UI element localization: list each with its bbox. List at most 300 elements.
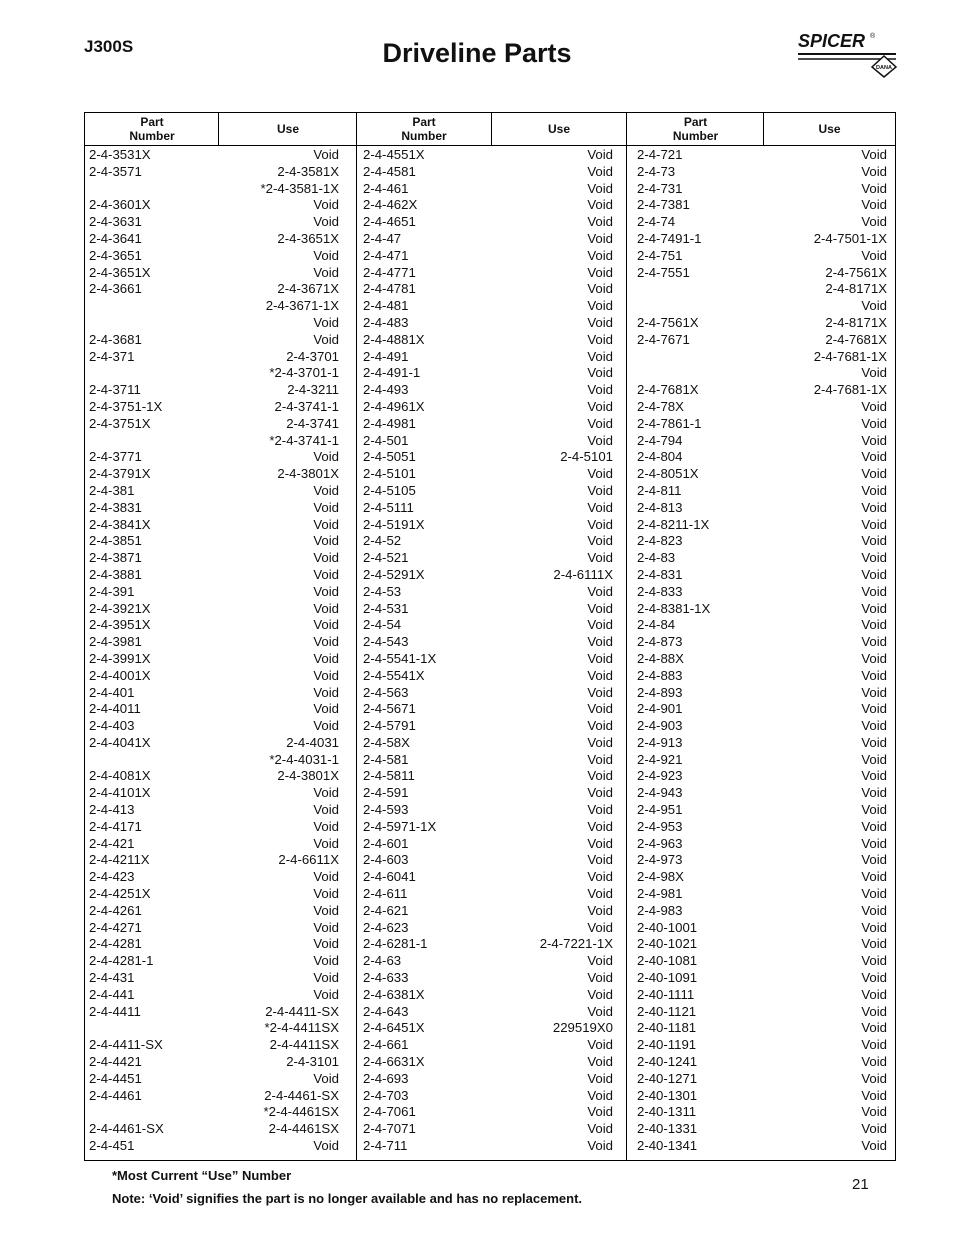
use-value: *2-4-3581-1X [260, 180, 339, 196]
part-number: 2-4-643 [363, 1003, 409, 1019]
table-row [89, 752, 339, 769]
table-row [363, 500, 613, 517]
use-value: Void [587, 751, 613, 767]
use-value: Void [587, 163, 613, 179]
part-number: 2-4-7551 [637, 264, 690, 280]
use-value: Void [861, 1054, 887, 1070]
table-row [363, 315, 613, 332]
table-row [637, 231, 887, 248]
logo-brand: SPICER [798, 31, 866, 51]
table-row [637, 1054, 887, 1071]
table-row [637, 365, 887, 382]
part-number: 2-4-47 [363, 230, 402, 246]
part-number: 2-40-1301 [637, 1087, 698, 1103]
part-number: 2-4-5291X [363, 566, 425, 582]
use-value: 2-4-8171X [825, 281, 887, 297]
use-value: Void [587, 180, 613, 196]
table-row [637, 785, 887, 802]
table-row [89, 718, 339, 735]
table-row [89, 617, 339, 634]
use-value: Void [861, 247, 887, 263]
part-number: 2-4-901 [637, 701, 683, 717]
use-value: Void [313, 902, 339, 918]
table-row [637, 953, 887, 970]
part-number: 2-4-3851 [89, 533, 142, 549]
table-row [637, 214, 887, 231]
table-row [363, 886, 613, 903]
use-value: Void [861, 163, 887, 179]
table-row [89, 584, 339, 601]
use-value: Void [861, 600, 887, 616]
part-number: 2-4-3631 [89, 214, 142, 230]
use-value: Void [587, 466, 613, 482]
use-value: Void [587, 1138, 613, 1154]
part-number: 2-4-7561X [637, 314, 699, 330]
part-number: 2-40-1341 [637, 1138, 698, 1154]
table-row [363, 953, 613, 970]
table-row [363, 214, 613, 231]
use-value: Void [861, 684, 887, 700]
table-row [637, 836, 887, 853]
use-value: Void [861, 970, 887, 986]
part-number: 2-4-4421 [89, 1054, 142, 1070]
use-value: Void [587, 432, 613, 448]
table-row [363, 634, 613, 651]
use-value: Void [861, 902, 887, 918]
use-value: Void [587, 919, 613, 935]
use-value: Void [587, 701, 613, 717]
header-use-1: Use [276, 122, 299, 136]
use-value: Void [861, 550, 887, 566]
part-number: 2-4-893 [637, 684, 683, 700]
use-value: Void [861, 835, 887, 851]
use-value: Void [587, 970, 613, 986]
table-row [637, 668, 887, 685]
table-row [89, 349, 339, 366]
part-number: 2-4-4651 [363, 214, 416, 230]
use-value: Void [313, 197, 339, 213]
part-number: 2-4-794 [637, 432, 683, 448]
part-number: 2-40-1001 [637, 919, 698, 935]
table-header [85, 113, 895, 146]
use-value: Void [313, 566, 339, 582]
part-number: 2-4-823 [637, 533, 683, 549]
table-row [637, 466, 887, 483]
table-row [363, 399, 613, 416]
part-number: 2-4-601 [363, 835, 409, 851]
part-number: 2-4-462X [363, 197, 418, 213]
logo-dana: DANA [876, 65, 892, 71]
part-number: 2-4-921 [637, 751, 683, 767]
use-value: Void [587, 583, 613, 599]
use-value: Void [861, 1003, 887, 1019]
use-value: Void [587, 1121, 613, 1137]
use-value: Void [587, 499, 613, 515]
part-number: 2-4-63 [363, 953, 402, 969]
part-number: 2-4-521 [363, 550, 409, 566]
part-number: 2-4-7491-1 [637, 230, 702, 246]
use-value: 2-4-7501-1X [813, 230, 887, 246]
part-number: 2-4-633 [363, 970, 409, 986]
part-number: 2-4-403 [89, 718, 135, 734]
table-row [89, 920, 339, 937]
use-value: 2-4-3801X [277, 466, 339, 482]
part-number: 2-4-804 [637, 449, 683, 465]
part-number: 2-4-78X [637, 398, 684, 414]
table-row [637, 517, 887, 534]
use-value: Void [587, 869, 613, 885]
table-row [637, 584, 887, 601]
use-value: 2-4-3671-1X [265, 298, 339, 314]
use-value: Void [587, 314, 613, 330]
use-value: Void [861, 1104, 887, 1120]
model-code: J300S [84, 37, 134, 56]
table-row [637, 1088, 887, 1105]
use-value: Void [313, 264, 339, 280]
part-number: 2-4-873 [637, 634, 683, 650]
part-number: 2-4-4461-SX [89, 1121, 164, 1137]
table-row [363, 382, 613, 399]
part-number: 2-40-1121 [637, 1003, 697, 1019]
use-value: Void [587, 365, 613, 381]
table-row [637, 1020, 887, 1037]
table-row [363, 852, 613, 869]
use-value: Void [587, 835, 613, 851]
table-row [637, 1037, 887, 1054]
parts-column-2 [363, 147, 613, 1155]
parts-column-3 [637, 147, 887, 1155]
use-value: 2-4-3211 [287, 382, 339, 398]
part-number: 2-4-413 [89, 802, 135, 818]
use-value: 2-4-7221-1X [539, 936, 613, 952]
part-number: 2-4-483 [363, 314, 409, 330]
table-row [363, 416, 613, 433]
use-value: Void [861, 566, 887, 582]
part-number: 2-4-563 [363, 684, 409, 700]
table-row [637, 533, 887, 550]
part-number: 2-4-7681X [637, 382, 699, 398]
part-number: 2-4-8381-1X [637, 600, 711, 616]
header-divider [491, 113, 492, 145]
table-row [363, 466, 613, 483]
table-row [637, 197, 887, 214]
table-row [637, 869, 887, 886]
use-value: Void [587, 802, 613, 818]
table-row [363, 920, 613, 937]
use-value: 2-4-8171X [825, 314, 887, 330]
use-value: Void [861, 634, 887, 650]
use-value: Void [313, 331, 339, 347]
use-value: Void [313, 634, 339, 650]
use-value: Void [861, 365, 887, 381]
table-row [89, 315, 339, 332]
part-number: 2-4-923 [637, 768, 683, 784]
use-value: Void [587, 197, 613, 213]
table-row [89, 819, 339, 836]
table-row [637, 601, 887, 618]
part-number: 2-4-3871 [89, 550, 142, 566]
part-number: 2-40-1191 [637, 1037, 697, 1053]
use-value: Void [587, 398, 613, 414]
part-number: 2-4-3951X [89, 617, 151, 633]
part-number: 2-4-431 [89, 970, 135, 986]
table-row [89, 248, 339, 265]
part-number: 2-40-1311 [637, 1104, 697, 1120]
use-value: Void [861, 499, 887, 515]
table-row [363, 164, 613, 181]
part-number: 2-4-711 [363, 1138, 408, 1154]
table-row [89, 298, 339, 315]
table-row [89, 970, 339, 987]
use-value: Void [313, 617, 339, 633]
table-row [363, 936, 613, 953]
part-number: 2-4-721 [637, 147, 683, 162]
table-row [637, 181, 887, 198]
use-value: *2-4-3741-1 [269, 432, 339, 448]
table-row [363, 433, 613, 450]
part-number: 2-4-4411-SX [89, 1037, 163, 1053]
part-number: 2-4-3531X [89, 147, 151, 162]
part-number: 2-4-491 [363, 348, 409, 364]
table-row [637, 567, 887, 584]
part-number: 2-4-6041 [363, 869, 416, 885]
part-number: 2-40-1181 [637, 1020, 697, 1036]
table-row [89, 483, 339, 500]
logo-mark: ® [870, 33, 876, 40]
table-row [363, 601, 613, 618]
table-row [637, 550, 887, 567]
table-row [637, 399, 887, 416]
use-value: Void [313, 869, 339, 885]
page-title: Driveline Parts [382, 38, 572, 68]
part-number: 2-4-3641 [89, 230, 142, 246]
table-row [363, 768, 613, 785]
part-number: 2-4-7861-1 [637, 415, 702, 431]
table-row [637, 332, 887, 349]
table-row [89, 231, 339, 248]
part-number: 2-4-4981 [363, 415, 416, 431]
part-number: 2-4-491-1 [363, 365, 421, 381]
table-row [637, 500, 887, 517]
table-row [363, 701, 613, 718]
use-value: Void [587, 886, 613, 902]
table-row [89, 852, 339, 869]
part-number: 2-4-4581 [363, 163, 416, 179]
use-value: Void [313, 936, 339, 952]
part-number: 2-4-3841X [89, 516, 151, 532]
table-row [89, 517, 339, 534]
table-row [89, 265, 339, 282]
table-row [363, 349, 613, 366]
use-value: Void [587, 264, 613, 280]
table-row [363, 970, 613, 987]
part-number: 2-4-6281-1 [363, 936, 428, 952]
use-value: Void [861, 482, 887, 498]
table-row [637, 852, 887, 869]
part-number: 2-4-963 [637, 835, 683, 851]
use-value: Void [587, 1054, 613, 1070]
part-number: 2-4-3651X [89, 264, 151, 280]
use-value: Void [587, 986, 613, 1002]
part-number: 2-4-3881 [89, 566, 142, 582]
use-value: Void [587, 214, 613, 230]
part-number: 2-4-83 [637, 550, 676, 566]
table-row [89, 802, 339, 819]
table-row [363, 584, 613, 601]
use-value: Void [587, 617, 613, 633]
part-number: 2-4-7381 [637, 197, 690, 213]
use-value: *2-4-4031-1 [269, 751, 339, 767]
use-value: Void [587, 230, 613, 246]
use-value: Void [861, 650, 887, 666]
part-number: 2-4-913 [637, 734, 683, 750]
use-value: Void [313, 499, 339, 515]
part-number: 2-40-1241 [637, 1054, 698, 1070]
table-row [363, 550, 613, 567]
part-number: 2-4-423 [89, 869, 135, 885]
part-number: 2-40-1091 [637, 970, 698, 986]
use-value: 2-4-7681-1X [813, 382, 887, 398]
footnote: *Most Current “Use” Number [112, 1168, 292, 1183]
part-number: 2-4-98X [637, 869, 684, 885]
table-row [637, 315, 887, 332]
table-row [363, 1020, 613, 1037]
table-row [363, 1037, 613, 1054]
use-value: Void [587, 785, 613, 801]
table-row [637, 768, 887, 785]
table-row [89, 433, 339, 450]
part-number: 2-4-981 [637, 886, 683, 902]
part-number: 2-4-6451X [363, 1020, 425, 1036]
use-value: Void [861, 802, 887, 818]
table-row [637, 1071, 887, 1088]
use-value: Void [313, 449, 339, 465]
part-number: 2-4-3601X [89, 197, 151, 213]
table-row [363, 1121, 613, 1138]
table-row [637, 701, 887, 718]
table-row [637, 433, 887, 450]
part-number: 2-4-3651 [89, 247, 142, 263]
table-row [89, 1121, 339, 1138]
table-row [637, 483, 887, 500]
use-value: Void [313, 550, 339, 566]
header-use-2: Use [547, 122, 570, 136]
use-value: Void [587, 667, 613, 683]
part-number: 2-4-3981 [89, 634, 142, 650]
table-row [363, 617, 613, 634]
part-number: 2-4-3791X [89, 466, 151, 482]
table-row [89, 785, 339, 802]
part-number: 2-4-731 [637, 180, 683, 196]
use-value: Void [861, 919, 887, 935]
part-number: 2-4-581 [363, 751, 409, 767]
table-row [637, 382, 887, 399]
use-value: Void [587, 1104, 613, 1120]
part-number: 2-4-4001X [89, 667, 151, 683]
column-divider [356, 113, 357, 1160]
use-value: Void [587, 1087, 613, 1103]
use-value: Void [861, 1070, 887, 1086]
parts-table [84, 112, 896, 1161]
table-row [89, 1020, 339, 1037]
use-value: Void [861, 1087, 887, 1103]
table-row [363, 265, 613, 282]
use-value: Void [313, 1070, 339, 1086]
table-row [363, 1088, 613, 1105]
use-value: Void [861, 869, 887, 885]
table-row [363, 365, 613, 382]
part-number: 2-4-421 [89, 835, 135, 851]
table-row [363, 752, 613, 769]
use-value: Void [861, 449, 887, 465]
table-row [89, 281, 339, 298]
use-value: 2-4-3701 [286, 348, 339, 364]
use-value: Void [313, 818, 339, 834]
table-row [637, 685, 887, 702]
use-value: *2-4-4411SX [264, 1020, 339, 1036]
use-value: Void [861, 398, 887, 414]
use-value: 2-4-3651X [277, 230, 339, 246]
part-number: 2-4-951 [637, 802, 683, 818]
table-row [363, 1071, 613, 1088]
part-number: 2-4-451 [89, 1138, 135, 1154]
use-value: Void [313, 482, 339, 498]
table-row [637, 1004, 887, 1021]
use-value: Void [313, 986, 339, 1002]
table-row [637, 248, 887, 265]
table-row [363, 1004, 613, 1021]
part-number: 2-4-7071 [363, 1121, 416, 1137]
part-number: 2-4-5971-1X [363, 818, 437, 834]
table-row [637, 265, 887, 282]
use-value: 2-4-6611X [278, 852, 339, 868]
part-number: 2-4-7061 [363, 1104, 416, 1120]
part-number: 2-4-3921X [89, 600, 151, 616]
use-value: Void [313, 314, 339, 330]
use-value: Void [861, 718, 887, 734]
table-row [363, 147, 613, 164]
part-number: 2-4-381 [89, 482, 135, 498]
use-value: Void [313, 684, 339, 700]
table-row [637, 634, 887, 651]
use-value: Void [861, 147, 887, 162]
table-row [637, 164, 887, 181]
table-row [363, 231, 613, 248]
use-value: Void [861, 432, 887, 448]
table-row [89, 181, 339, 198]
part-number: 2-4-501 [363, 432, 409, 448]
part-number: 2-4-4881X [363, 331, 425, 347]
use-value: 2-4-4461SX [268, 1121, 339, 1137]
table-row [89, 164, 339, 181]
use-value: Void [587, 281, 613, 297]
table-row [89, 668, 339, 685]
part-number: 2-4-5541-1X [363, 650, 437, 666]
part-number: 2-4-973 [637, 852, 683, 868]
part-number: 2-4-461 [363, 180, 409, 196]
table-row [637, 936, 887, 953]
use-value: Void [313, 785, 339, 801]
use-value: Void [861, 701, 887, 717]
part-number: 2-4-84 [637, 617, 676, 633]
use-value: Void [587, 818, 613, 834]
use-value: Void [587, 415, 613, 431]
use-value: 2-4-3741-1 [274, 398, 339, 414]
part-number: 2-4-7671 [637, 331, 690, 347]
table-row [89, 634, 339, 651]
table-row [637, 735, 887, 752]
use-value: Void [861, 197, 887, 213]
